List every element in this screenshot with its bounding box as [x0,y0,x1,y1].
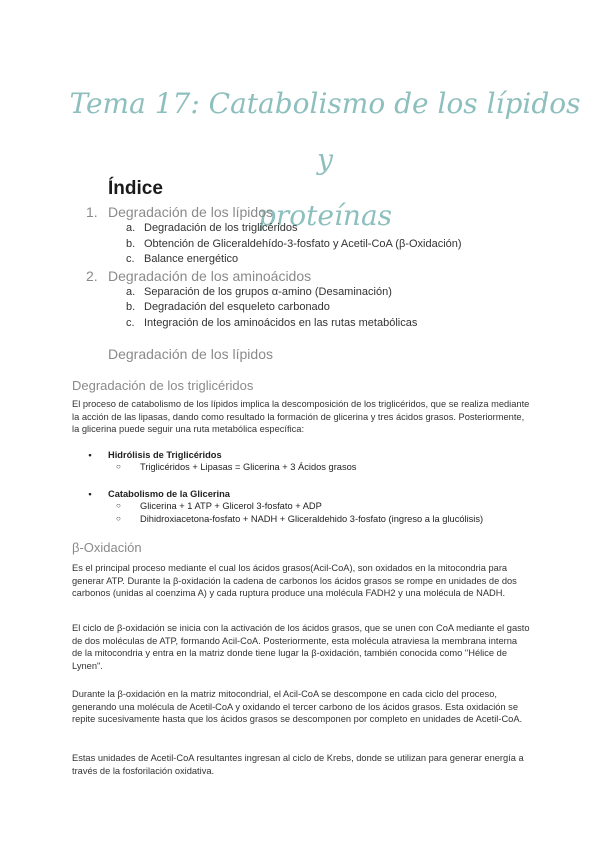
paragraph-beta-3: Durante la β-oxidación en la matriz mitocondrial, el Acil-CoA se descompone en cada ciclo del proceso, generando una molécula de Acetil-CoA y oxidando el tercer carbono de los ácidos grasos. Esta oxidación se repite sucesivamente hasta que los ácidos grasos se descomponen por completo en unidades de Acetil-CoA. [72,689,523,725]
toc-number: 1. [86,204,98,220]
sub-bullet-text: Glicerina + 1 ATP + Glicerol 3-fosfato + ADP [140,501,322,512]
circle-bullet-icon: ○ [116,513,121,523]
toc-number: b. [126,301,136,313]
bullet-catabolismo-glicerina [72,488,542,525]
title-line-1: Tema 17: Catabolismo de los lípidos y [69,87,581,176]
toc-label: Degradación del esqueleto carbonado [144,301,330,313]
index-heading: Índice [108,178,163,199]
bullet-hidrolisis [72,449,542,474]
circle-bullet-icon: ○ [116,462,121,472]
toc-number: 2. [86,267,98,284]
toc-item-1c[interactable] [86,252,586,268]
section-heading-beta-oxidacion: β-Oxidación [72,540,142,555]
toc-number: b. [126,237,136,250]
toc-section-1[interactable] [86,204,586,221]
section-heading-lipidos: Degradación de los lípidos [108,346,273,362]
toc-item-2c[interactable] [86,316,586,332]
toc-item-2b[interactable] [86,300,586,316]
toc-number: a. [126,285,136,298]
toc-label: Obtención de Gliceraldehído-3-fosfato y Acetil-CoA (β-Oxidación) [144,237,462,250]
toc-number: c. [126,316,135,329]
toc-item-1b[interactable] [86,237,586,253]
section-heading-trigliceridos: Degradación de los triglicéridos [72,378,254,393]
paragraph-trigliceridos: El proceso de catabolismo de los lípidos implica la descomposición de los triglicéridos, que se realiza mediante la acción de las lipasas, dando como resultado la formación de glicerina y tres ácidos grasos. Posteriormente, la glicerina puede seguir una ruta metabólica específica: [72,399,530,435]
toc-label: Separación de los grupos α-amino (Desaminación) [144,285,392,298]
circle-bullet-icon: ○ [116,501,121,511]
paragraph-beta-4: Estas unidades de Acetil-CoA resultantes ingresan al ciclo de Krebs, donde se utilizan para generar energía a través de la fosforilación oxidativa. [72,753,524,776]
toc-number: a. [126,222,136,234]
title-line-2: proteínas [257,199,393,232]
table-of-contents [86,204,586,331]
sub-bullet-text: Triglicéridos + Lipasas = Glicerina + 3 Ácidos grasos [140,462,357,473]
bullet-label: Hidrólisis de Triglicéridos [108,450,222,460]
toc-label: Integración de los aminoácidos en las rutas metabólicas [144,316,418,329]
bullet-label: Catabolismo de la Glicerina [108,489,230,499]
toc-item-2a[interactable] [86,285,586,301]
toc-section-2[interactable] [86,268,586,285]
paragraph-beta-1: Es el principal proceso mediante el cual los ácidos grasos(Acil-CoA), son oxidados en la mitocondria para generar ATP. Durante la β-oxidación la cadena de carbonos los ácidos grasos se rompe en unidades de dos carbonos (unidas al coenzima A) y cada ruptura produce una molécula FADH2 y una molécula de NADH. [72,563,517,599]
sub-bullet-text: Dihidroxiacetona-fosfato + NADH + Gliceraldehido 3-fosfato (ingreso a la glucólisis) [140,513,484,524]
bullet-icon: • [88,450,92,460]
bullet-icon: • [88,489,92,499]
toc-item-1a[interactable] [86,221,586,237]
toc-label: Degradación de los aminoácidos [108,267,312,284]
paragraph-beta-2: El ciclo de β-oxidación se inicia con la activación de los ácidos grasos, que se unen con CoA mediante el gasto de dos moléculas de ATP, formando Acil-CoA. Posteriormente, esta molécula atraviesa la membrana interna de la mitocondria y entra en la matriz donde tiene lugar la β-oxidación, también conocida como "Hélice de Lynen". [72,623,530,671]
toc-label: Degradación de los lípidos [108,204,273,220]
toc-number: c. [126,253,135,265]
toc-label: Balance energético [144,253,239,265]
toc-label: Degradación de los triglicéridos [144,222,298,234]
